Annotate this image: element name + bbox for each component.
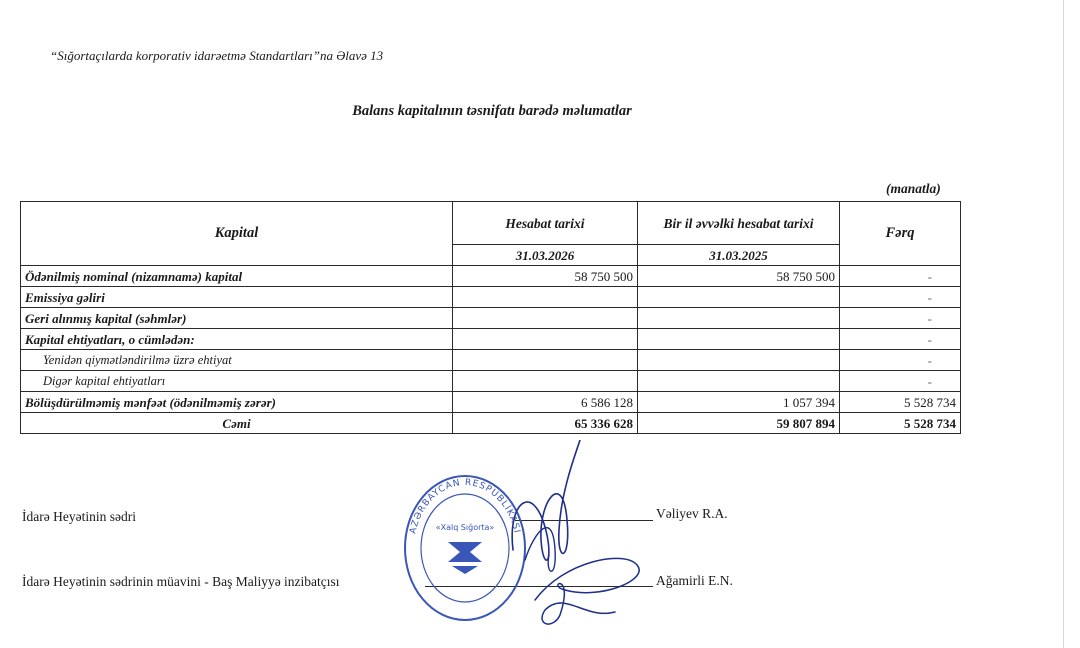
table-row xyxy=(21,392,961,413)
row-diff-value: - xyxy=(840,266,961,287)
row-report-value xyxy=(453,308,638,329)
col-header-prev-year-date: Bir il əvvəlki hesabat tarixi xyxy=(638,202,840,245)
row-label: Emissiya gəliri xyxy=(21,287,453,308)
total-prev-value: 59 807 894 xyxy=(638,413,840,434)
row-label: Geri alınmış kapital (səhmlər) xyxy=(21,308,453,329)
row-label: Bölüşdürülməmiş mənfəət (ödənilməmiş zərər) xyxy=(21,392,453,413)
svg-text:AZƏRBAYCAN RESPUBLİKASI: AZƏRBAYCAN RESPUBLİKASI xyxy=(408,477,522,535)
deputy-name: Ağamirli E.N. xyxy=(656,573,733,588)
report-date: 31.03.2026 xyxy=(453,245,638,266)
svg-text:«Xalq Sığorta»: «Xalq Sığorta» xyxy=(435,523,495,532)
col-header-capital: Kapital xyxy=(21,202,453,266)
row-label: Yenidən qiymətləndirilmə üzrə ehtiyat xyxy=(21,350,453,371)
row-report-value xyxy=(453,329,638,350)
row-prev-value xyxy=(638,287,840,308)
row-prev-value xyxy=(638,308,840,329)
row-diff-value: - xyxy=(840,350,961,371)
prev-year-date: 31.03.2025 xyxy=(638,245,840,266)
row-report-value: 58 750 500 xyxy=(453,266,638,287)
row-label: Kapital ehtiyatları, o cümlədən: xyxy=(21,329,453,350)
row-diff-value: - xyxy=(840,287,961,308)
chairman-name: Vəliyev R.A. xyxy=(656,506,728,521)
total-label: Cəmi xyxy=(21,413,453,434)
document-title: Balans kapitalının təsnifatı barədə məlumatlar xyxy=(352,103,632,119)
table-row xyxy=(21,329,961,350)
table-row xyxy=(21,371,961,392)
page-edge xyxy=(1063,0,1064,648)
row-report-value xyxy=(453,287,638,308)
deputy-position: İdarə Heyətinin sədrinin müavini - Baş Maliyyə inzibatçısı xyxy=(22,574,340,589)
row-prev-value: 58 750 500 xyxy=(638,266,840,287)
table-row xyxy=(21,287,961,308)
row-prev-value: 1 057 394 xyxy=(638,392,840,413)
table-header-row xyxy=(21,202,961,245)
table-row xyxy=(21,308,961,329)
stamp-emblem-icon xyxy=(448,542,482,574)
table-row xyxy=(21,350,961,371)
row-diff-value: 5 528 734 xyxy=(840,392,961,413)
total-diff-value: 5 528 734 xyxy=(840,413,961,434)
row-diff-value: - xyxy=(840,308,961,329)
handwritten-signature xyxy=(505,440,665,630)
unit-label: (manatla) xyxy=(886,181,941,196)
row-report-value xyxy=(453,371,638,392)
row-report-value xyxy=(453,350,638,371)
capital-table xyxy=(20,201,961,434)
total-report-value: 65 336 628 xyxy=(453,413,638,434)
row-diff-value: - xyxy=(840,329,961,350)
row-prev-value xyxy=(638,350,840,371)
total-row xyxy=(21,413,961,434)
col-header-report-date: Hesabat tarixi xyxy=(453,202,638,245)
row-label: Ödənilmiş nominal (nizamnamə) kapital xyxy=(21,266,453,287)
row-prev-value xyxy=(638,329,840,350)
row-report-value: 6 586 128 xyxy=(453,392,638,413)
chairman-position: İdarə Heyətinin sədri xyxy=(22,509,136,524)
row-prev-value xyxy=(638,371,840,392)
col-header-difference: Fərq xyxy=(840,202,961,266)
appendix-note: “Sığortaçılarda korporativ idarəetmə Standartları”na Əlavə 13 xyxy=(50,48,384,63)
row-diff-value: - xyxy=(840,371,961,392)
row-label: Digər kapital ehtiyatları xyxy=(21,371,453,392)
table-row xyxy=(21,266,961,287)
